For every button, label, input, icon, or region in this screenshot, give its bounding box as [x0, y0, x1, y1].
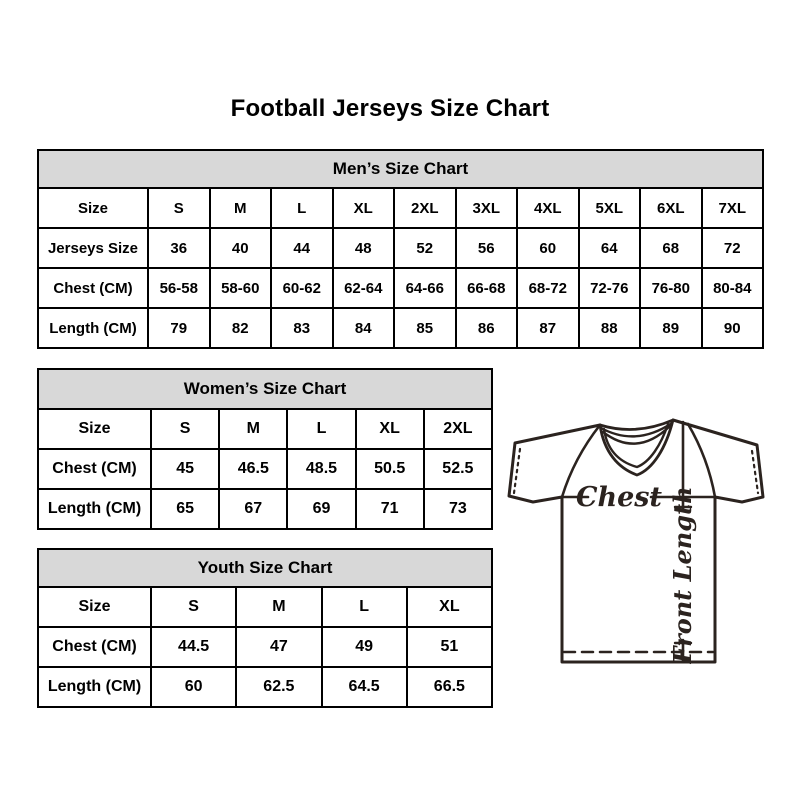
size-cell: 46.5: [219, 449, 287, 489]
size-cell: 72: [702, 228, 764, 268]
size-cell: 66-68: [456, 268, 518, 308]
table-title: Youth Size Chart: [38, 549, 492, 587]
size-cell: 80-84: [702, 268, 764, 308]
row-label: Jerseys Size: [38, 228, 148, 268]
size-cell: 82: [210, 308, 272, 348]
size-cell: 64.5: [322, 667, 407, 707]
table-row: [38, 449, 492, 489]
table-row: [38, 667, 492, 707]
jersey-measurement-diagram: [500, 400, 780, 680]
size-cell: S: [151, 587, 236, 627]
size-cell: 73: [424, 489, 492, 529]
row-label: Length (CM): [38, 489, 151, 529]
table-row: [38, 228, 763, 268]
page-title: Football Jerseys Size Chart: [230, 95, 550, 122]
size-cell: 76-80: [640, 268, 702, 308]
table-header: [38, 549, 492, 587]
size-cell: 65: [151, 489, 219, 529]
table-title: Men’s Size Chart: [38, 150, 763, 188]
row-label: Size: [38, 188, 148, 228]
table-row: [38, 188, 763, 228]
size-cell: L: [271, 188, 333, 228]
size-cell: 48: [333, 228, 395, 268]
size-cell: 68: [640, 228, 702, 268]
size-cell: S: [148, 188, 210, 228]
row-label: Length (CM): [38, 308, 148, 348]
size-cell: 50.5: [356, 449, 424, 489]
table-row: [38, 409, 492, 449]
size-cell: 72-76: [579, 268, 641, 308]
size-cell: 40: [210, 228, 272, 268]
size-cell: M: [219, 409, 287, 449]
size-cell: M: [210, 188, 272, 228]
size-cell: 62.5: [236, 667, 321, 707]
table-body: [38, 587, 492, 707]
row-label: Chest (CM): [38, 268, 148, 308]
chest-label: Chest: [576, 482, 662, 513]
table-header-row: [38, 369, 492, 409]
size-cell: 88: [579, 308, 641, 348]
size-cell: 64-66: [394, 268, 456, 308]
size-cell: 62-64: [333, 268, 395, 308]
size-cell: 4XL: [517, 188, 579, 228]
row-label: Size: [38, 409, 151, 449]
size-cell: 6XL: [640, 188, 702, 228]
size-cell: 56-58: [148, 268, 210, 308]
size-cell: 67: [219, 489, 287, 529]
table-header-row: [38, 150, 763, 188]
table-body: [38, 409, 492, 529]
size-cell: 5XL: [579, 188, 641, 228]
size-cell: 2XL: [394, 188, 456, 228]
jersey-outline: [509, 420, 763, 662]
size-cell: 48.5: [287, 449, 355, 489]
table-header-row: [38, 549, 492, 587]
size-cell: XL: [407, 587, 492, 627]
row-label: Chest (CM): [38, 627, 151, 667]
size-cell: 71: [356, 489, 424, 529]
size-cell: 45: [151, 449, 219, 489]
size-cell: 7XL: [702, 188, 764, 228]
table-row: [38, 268, 763, 308]
size-cell: 86: [456, 308, 518, 348]
size-cell: 60: [517, 228, 579, 268]
size-cell: 84: [333, 308, 395, 348]
size-cell: 66.5: [407, 667, 492, 707]
size-cell: 68-72: [517, 268, 579, 308]
size-cell: 60-62: [271, 268, 333, 308]
table-header: [38, 369, 492, 409]
table-row: [38, 308, 763, 348]
jersey-right-seam: [688, 424, 715, 497]
size-cell: 52.5: [424, 449, 492, 489]
size-cell: 36: [148, 228, 210, 268]
size-cell: 49: [322, 627, 407, 667]
size-cell: 52: [394, 228, 456, 268]
size-cell: 2XL: [424, 409, 492, 449]
front-length-label: Front Length: [668, 486, 697, 664]
size-cell: 87: [517, 308, 579, 348]
size-cell: L: [287, 409, 355, 449]
size-cell: 64: [579, 228, 641, 268]
table-row: [38, 587, 492, 627]
womens-size-chart-table: [37, 368, 493, 530]
size-cell: 69: [287, 489, 355, 529]
table-title: Women’s Size Chart: [38, 369, 492, 409]
size-cell: 56: [456, 228, 518, 268]
mens-size-chart-table: [37, 149, 764, 349]
size-cell: M: [236, 587, 321, 627]
size-cell: S: [151, 409, 219, 449]
youth-size-chart-table: [37, 548, 493, 708]
size-cell: 83: [271, 308, 333, 348]
size-cell: 89: [640, 308, 702, 348]
size-cell: 60: [151, 667, 236, 707]
size-cell: L: [322, 587, 407, 627]
size-cell: 90: [702, 308, 764, 348]
table-body: [38, 188, 763, 348]
row-label: Size: [38, 587, 151, 627]
size-cell: 79: [148, 308, 210, 348]
row-label: Length (CM): [38, 667, 151, 707]
size-cell: 85: [394, 308, 456, 348]
table-row: [38, 627, 492, 667]
size-cell: 44: [271, 228, 333, 268]
size-cell: 44.5: [151, 627, 236, 667]
size-cell: 3XL: [456, 188, 518, 228]
size-cell: XL: [333, 188, 395, 228]
size-cell: 58-60: [210, 268, 272, 308]
size-cell: XL: [356, 409, 424, 449]
size-cell: 51: [407, 627, 492, 667]
table-header: [38, 150, 763, 188]
row-label: Chest (CM): [38, 449, 151, 489]
size-cell: 47: [236, 627, 321, 667]
table-row: [38, 489, 492, 529]
